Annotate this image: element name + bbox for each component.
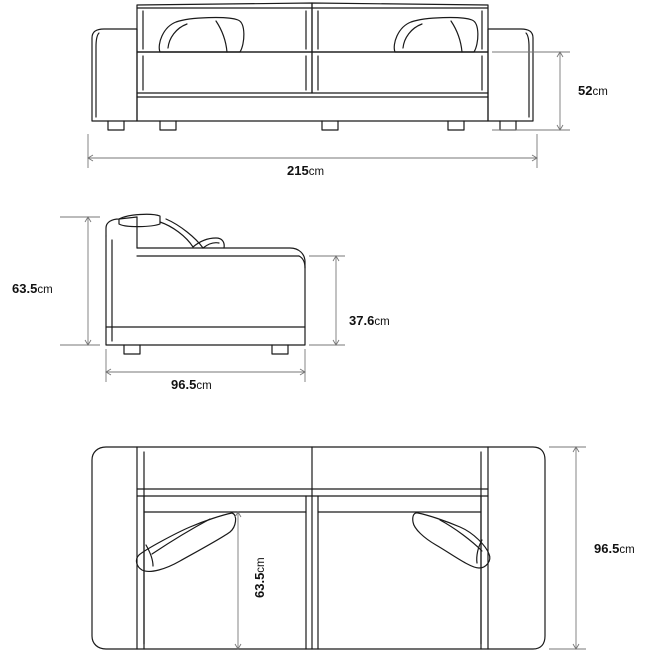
dimension-plan-inner-value: 63.5	[252, 572, 267, 598]
dimension-lines	[60, 52, 586, 649]
side-elevation-view	[106, 214, 305, 354]
dimension-side-height-unit: cm	[37, 284, 53, 296]
dimension-plan-inner	[252, 557, 267, 598]
dimension-front-width-value: 215	[287, 163, 309, 178]
dimension-side-depth	[171, 377, 212, 392]
dimension-seat-height-unit: cm	[374, 316, 390, 328]
dimension-seat-height	[349, 313, 390, 328]
dimension-front-height-value: 52	[578, 83, 593, 98]
dimension-side-height	[12, 281, 53, 296]
dimension-plan-inner-unit: cm	[255, 557, 267, 573]
dimension-seat-height-value: 37.6	[349, 313, 375, 328]
dimension-plan-depth-value: 96.5	[594, 541, 620, 556]
dimension-front-height-unit: cm	[592, 86, 608, 98]
dimension-front-height	[578, 83, 608, 98]
top-plan-view	[92, 447, 545, 649]
dimension-side-height-value: 63.5	[12, 281, 38, 296]
dimension-front-width	[287, 163, 324, 178]
dimension-side-depth-value: 96.5	[171, 377, 197, 392]
dimension-plan-depth-unit: cm	[619, 544, 635, 556]
dimension-front-width-unit: cm	[308, 166, 325, 178]
front-elevation-view	[92, 3, 533, 130]
dimension-side-depth-unit: cm	[196, 380, 212, 392]
dimension-plan-depth	[594, 541, 635, 556]
